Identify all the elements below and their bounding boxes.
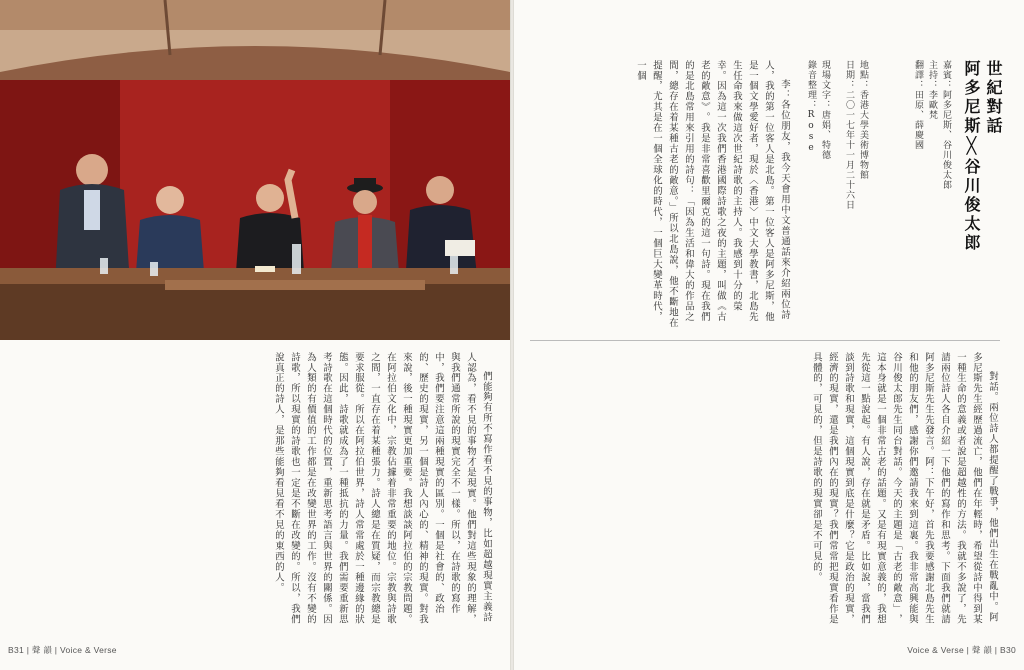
folio-left: B31 | 聲 韻 | Voice & Verse <box>8 645 117 655</box>
body-text-left <box>18 352 494 630</box>
guests-credit: 嘉賓：阿多尼斯、谷川俊太郎 <box>941 60 951 190</box>
article-title-block <box>960 60 1004 290</box>
article-kicker: 世紀對話 <box>984 60 1003 136</box>
body-text-right-top-a <box>524 60 792 330</box>
body-text-right-bottom <box>524 352 1000 630</box>
article-title: 阿多尼斯╳谷川俊太郎 <box>962 60 981 253</box>
folio-right: Voice & Verse | 聲 韻 | B30 <box>907 645 1016 655</box>
folio-right-subtitle: Voice & Verse <box>907 645 965 655</box>
text-credit: 現場文字：唐娟、特德 <box>820 60 830 160</box>
event-date: 日期：二〇一七年十一月二十六日 <box>844 60 854 210</box>
folio-right-number: B30 <box>999 645 1016 655</box>
folio-left-number: B31 <box>8 645 25 655</box>
host-credit: 主持：李歐梵 <box>927 60 937 120</box>
folio-left-subtitle: Voice & Verse <box>59 645 117 655</box>
panel-discussion-photo <box>0 0 510 340</box>
folio-left-title: 聲 韻 <box>31 645 53 655</box>
venue: 地點：香港大學美術博物館 <box>858 60 868 180</box>
body-paragraph: 對話。兩位詩人都提醒了戰爭，他們出生在戰亂中。阿多尼斯先生經歷過流亡，他們在年輕時，希望從詩中得到某一種生命的意義或者說是超越性的方法。我就不多說了，先請兩位詩人各自介紹一下他們的寫作和思考。下面我們就請阿多尼斯先生先發言。阿：下午好，首先我要感謝北島先生和他的朋友們，感謝你們邀請我來到這裏。我非常高興能與谷川俊太郎先生同台對話。今天的主題是﹁古老的敵意﹂，這本身就是一個非常古老的話題。又是有現實意義的，我想先從這一點說起。有人說，存在就是矛盾。比如說，當我們談到詩歌和現實，這個現實到底是什麼？它是政治的現實，經濟的現實，還是我們內在的現實？我們常常把現實看作是具體的，可見的，但是詩歌的現實卻是不可見的。 <box>811 352 998 625</box>
body-paragraph: 李：各位朋友，我今天會用中文普通話來介紹兩位詩人，我的第一位客人是北島。第一位客人是阿多尼斯，他是一個文學愛好者，現於︿香港﹀中文大學教書，北島先生任命我來做這次世紀詩歌的主持人。我感到十分的榮幸。因為這一次我們香港國際詩歌之夜的主題，叫做︽古老的敵意︾。我是非常喜歡里爾克的這一句詩。現在我們的是北島常用來引用的詩句：﹁因為生活和偉大的作品之間，總存在着某種古老的敵意。﹂所以北島說，他不斷地在提醒，尤其是在一個全球化的時代，一個巨大變革時代，一個 <box>635 60 790 329</box>
venue-info <box>838 60 870 320</box>
recording-credit: 錄音整理：Rose <box>806 60 816 154</box>
translators-credit: 翻譯：田原、薛慶國 <box>913 60 923 150</box>
folio-right-title: 聲 韻 <box>971 645 993 655</box>
article-credits <box>875 60 953 320</box>
body-paragraph: 們能夠有所不寫作看不見的事物，比如超越現實主義詩人認為，看不見的事物才是現實。他們對這些現象的理解，與我們通常所說的現實完全不一樣。所以，在詩歌的寫作中，我們要注意這兩種現實的區別。一個是社會的、政治的、歷史的現實，另一個是詩人內心的、精神的現實。對我來說，後一種現實更加重要。我想談談阿拉伯的宗教問題。在阿拉伯文化中，宗教佔據着非常重要的地位。宗教與詩歌之間，一直存在着某種張力。詩人總是在質疑，而宗教總是要求服從。所以在阿拉伯世界，詩人常常處於一種邊緣的狀態。因此，詩歌就成為了一種抵抗的力量。我們需要重新思考詩歌在這個時代的位置，重新思考語言與世界的關係。因為人類的有價值的工作都是在改變世界的工作。沒有不變的詩歌，所以現實的詩歌也一定是不斷在改變的。所以，我們說真正的詩人，是那些能夠看見看不見的東西的人。 <box>273 352 492 625</box>
staff-credits <box>796 60 832 320</box>
left-page <box>0 0 510 670</box>
divider-rule <box>530 340 1000 341</box>
